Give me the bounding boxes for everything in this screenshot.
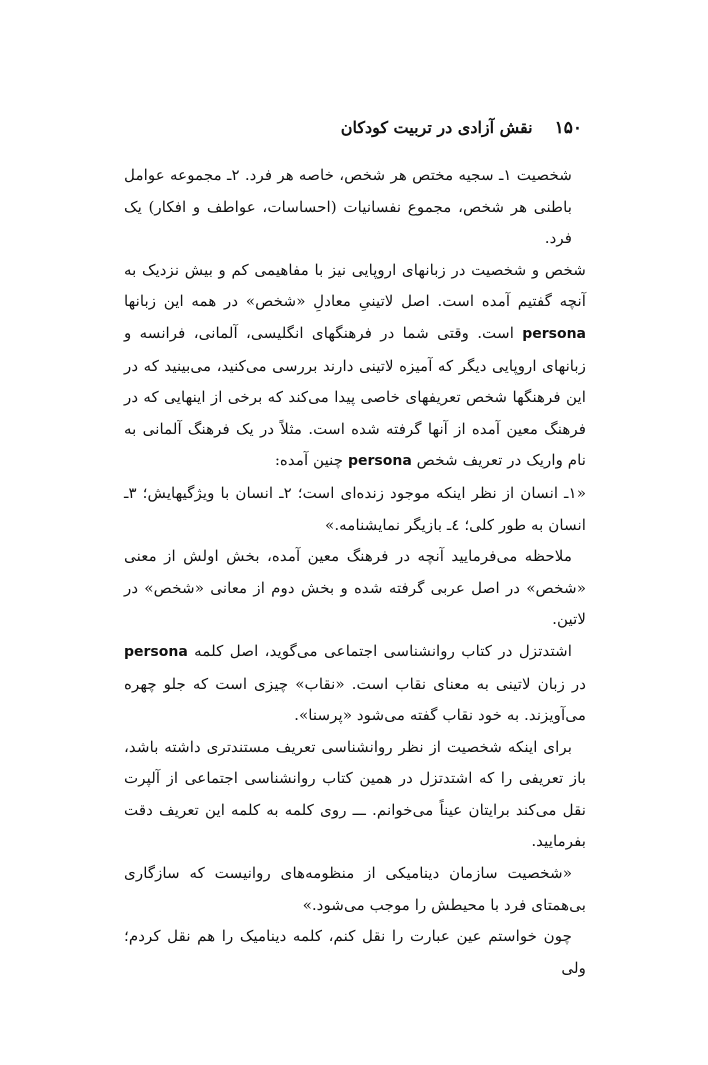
paragraph [124,921,586,984]
paragraph-text: برای اینکه شخصیت از نظر روانشناسی تعریف مستندتری داشته باشد، باز تعریفی را که اشتدتزل در همین کتاب روانشناسی اجتماعی از آلپرت نقل می‌کند برایتان عیناً می‌خوانم. ـــ روی کلمه به کلمه این تعریف دقت بفرمایید. [124,737,586,851]
paragraph [124,255,586,478]
paragraph-text: شخص و شخصیت در زبانهای اروپایی نیز با مفاهیمی کم و بیش نزدیک به آنچه گفتیم آمده است. اصل لاتینیِ معادلِ «شخص» در همه این زبانها [124,260,586,311]
paragraph-text: ملاحظه می‌فرمایید آنچه در فرهنگ معین آمده، بخش اولش از معنی «شخص» در اصل عربی گرفته شده و بخش دوم از معانی «شخص» در لاتین. [124,547,586,629]
latin-term: persona [522,325,586,342]
page-number: ۱۵۰ [554,118,582,138]
paragraph-text: اشتدتزل در کتاب روانشناسی اجتماعی می‌گوید، اصل کلمه [187,641,572,660]
paragraph-text: است. وقتی شما در فرهنگهای انگلیسی، آلمانی، فرانسه و زبانهای اروپایی دیگر که آمیزه لاتینی دارند بررسی می‌کنید، می‌بینید که در این فرهنگها شخص تعریفهای خاصی پیدا می‌کند که برخی از اینهایی که در فرهنگ معین آمده از آنها گرفته شده است. مثلاً در یک فرهنگ آلمانی به نام واریک در تعریف شخص [124,323,586,470]
paragraph [124,541,586,636]
paragraph-text: در زبان لاتینی به معنای نقاب است. «نقاب» چیزی است که جلو چهره می‌آویزند. به خود نقاب گفته می‌شود «پرسنا». [124,674,586,725]
paragraph [124,478,586,541]
paragraph-text: «۱ـ انسان از نظر اینکه موجود زنده‌ای است؛ ۲ـ انسان با ویژگیهایش؛ ۳ـ انسان به طور کلی؛ ٤ـ بازیگر نمایشنامه.» [124,483,586,534]
running-title: نقش آزادی در تربیت کودکان [340,118,533,137]
body-text [124,160,586,984]
page-header [126,118,582,148]
paragraph-text: چون خواستم عین عبارت را نقل کنم، کلمه دینامیک را هم نقل کردم؛ ولی [124,927,586,977]
paragraph [124,160,586,255]
latin-term: persona [347,453,412,470]
paragraph [124,732,586,858]
paragraph-text: چنین آمده: [274,451,348,470]
paragraph-text: «شخصیت سازمان دینامیکی از منظومه‌های روانیست که سازگاری بی‌همتای فرد با محیطش را موجب می‌شود.» [124,864,586,914]
paragraph [124,636,586,732]
latin-term: persona [124,643,188,660]
paragraph [124,858,586,921]
paragraph-text: شخصیت ۱ـ سجیه مختص هر شخص، خاصه هر فرد. ۲ـ مجموعه عوامل باطنی هر شخص، مجموع نفسانیات (احساسات، عواطف و افکار) یک فرد. [124,166,573,248]
